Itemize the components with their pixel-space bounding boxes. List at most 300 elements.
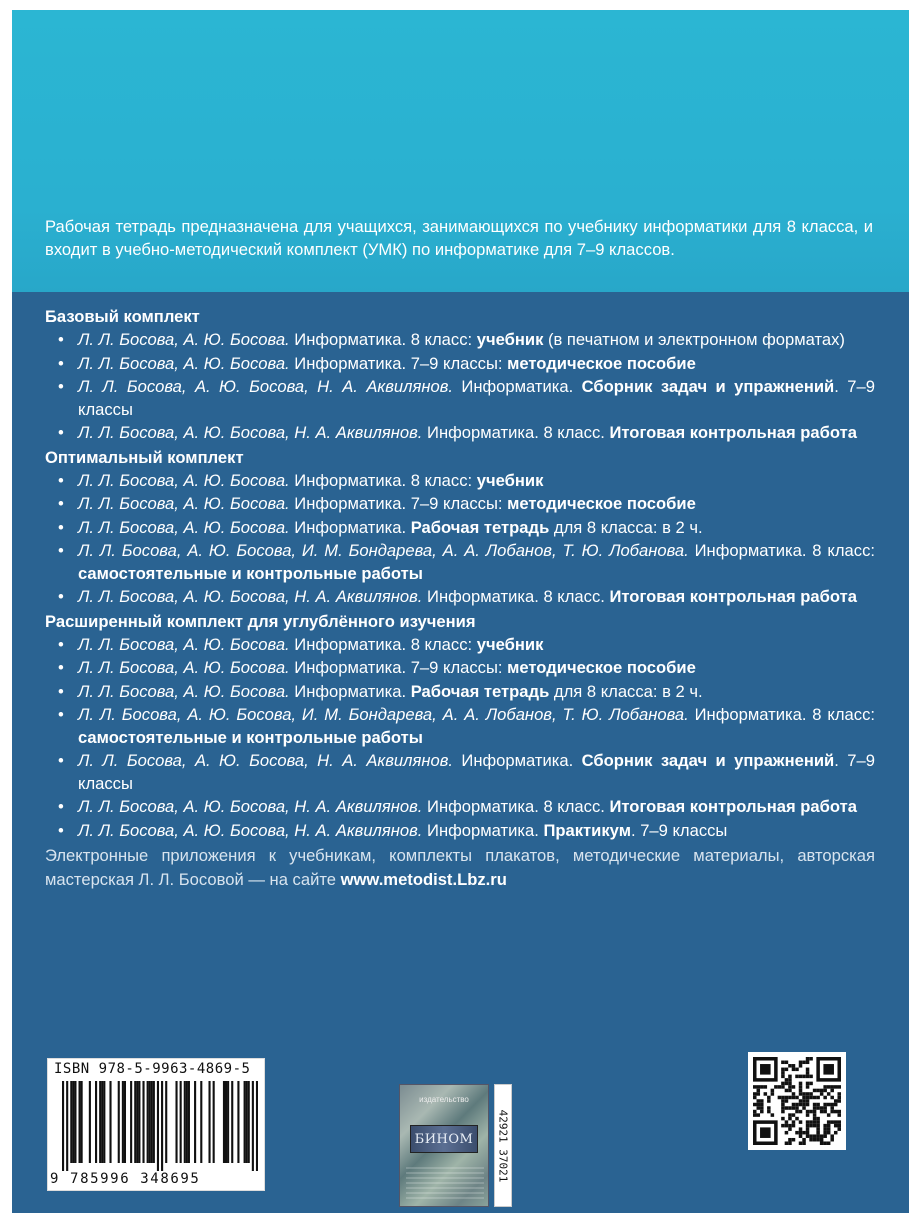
- qr-module: [788, 1075, 792, 1079]
- qr-module: [795, 1103, 799, 1107]
- qr-code-pattern: [753, 1057, 841, 1145]
- item-suffix: (в печатном и электронном форматах): [543, 330, 845, 349]
- qr-module: [757, 1085, 761, 1089]
- qr-module: [820, 1089, 824, 1093]
- qr-module: [792, 1068, 796, 1072]
- item-authors: Л. Л. Босова, А. Ю. Босова, Н. А. Аквилянов.: [78, 797, 423, 816]
- list-item: [45, 493, 875, 516]
- item-type: методическое пособие: [507, 658, 696, 677]
- qr-module: [802, 1103, 806, 1107]
- qr-module: [757, 1106, 761, 1110]
- item-type: Итоговая контрольная работа: [609, 587, 857, 606]
- qr-module: [792, 1138, 796, 1142]
- qr-module: [806, 1057, 810, 1061]
- qr-module: [820, 1092, 824, 1096]
- item-title: Информатика. 8 класс:: [688, 541, 875, 560]
- qr-module: [799, 1141, 803, 1145]
- qr-module: [788, 1124, 792, 1128]
- item-title: Информатика. 7–9 классы:: [289, 494, 508, 513]
- barcode-bar: [66, 1081, 68, 1171]
- hologram-logo-plate: [410, 1125, 478, 1153]
- qr-module: [778, 1085, 782, 1089]
- qr-module: [781, 1082, 785, 1086]
- section-list: [45, 470, 875, 609]
- barcode-bar: [153, 1081, 155, 1163]
- item-type: Рабочая тетрадь: [410, 517, 550, 537]
- qr-module: [785, 1099, 789, 1103]
- qr-module: [827, 1124, 831, 1128]
- item-title: Информатика.: [452, 377, 582, 396]
- item-title: Информатика. 8 класс:: [289, 634, 477, 654]
- qr-module: [802, 1096, 806, 1100]
- qr-module: [830, 1106, 834, 1110]
- item-authors: Л. Л. Босова, А. Ю. Босова, Н. А. Аквилянов.: [78, 751, 453, 770]
- qr-module: [799, 1089, 803, 1093]
- outro-paragraph: [45, 844, 875, 892]
- barcode-bar: [130, 1081, 132, 1163]
- qr-module: [781, 1103, 785, 1107]
- item-suffix: . 7–9 классы: [78, 377, 875, 419]
- ean-barcode: [62, 1081, 258, 1171]
- qr-module: [785, 1082, 789, 1086]
- qr-module: [781, 1085, 785, 1089]
- qr-module: [757, 1099, 761, 1103]
- qr-module: [760, 1106, 764, 1110]
- qr-module: [781, 1071, 785, 1075]
- item-authors: Л. Л. Босова, А. Ю. Босова.: [78, 634, 290, 654]
- umk-listing: [45, 305, 875, 892]
- qr-module: [837, 1085, 841, 1089]
- item-type: методическое пособие: [507, 353, 696, 373]
- list-item: [45, 470, 875, 493]
- item-type: Сборник задач и упражнений: [581, 751, 835, 770]
- qr-module: [806, 1085, 810, 1089]
- qr-module: [820, 1141, 824, 1145]
- list-item: [45, 634, 875, 657]
- barcode-bar: [99, 1081, 101, 1163]
- item-title: Информатика. 7–9 классы:: [289, 353, 508, 373]
- qr-module: [816, 1103, 820, 1107]
- qr-module: [813, 1124, 817, 1128]
- qr-module: [771, 1113, 775, 1117]
- qr-module: [806, 1113, 810, 1117]
- item-authors: Л. Л. Босова, А. Ю. Босова.: [78, 494, 290, 513]
- qr-finder: [823, 1064, 834, 1075]
- list-item: [45, 353, 875, 376]
- barcode-bar: [103, 1081, 105, 1163]
- qr-module: [827, 1103, 831, 1107]
- qr-module: [799, 1134, 803, 1138]
- barcode-bar: [109, 1081, 111, 1163]
- qr-module: [806, 1110, 810, 1114]
- qr-module: [792, 1096, 796, 1100]
- barcode-bar: [147, 1081, 149, 1163]
- hologram-pattern: [406, 1165, 484, 1199]
- item-authors: Л. Л. Босова, А. Ю. Босова, И. М. Бондарева, А. А. Лобанов, Т. Ю. Лобанова.: [78, 705, 689, 724]
- qr-module: [830, 1103, 834, 1107]
- qr-code: [748, 1052, 846, 1150]
- qr-module: [809, 1138, 813, 1142]
- qr-module: [753, 1103, 757, 1107]
- qr-module: [823, 1089, 827, 1093]
- barcode-bar: [124, 1081, 126, 1163]
- qr-module: [753, 1085, 757, 1089]
- qr-module: [820, 1134, 824, 1138]
- qr-module: [820, 1138, 824, 1142]
- barcode-bar: [81, 1081, 83, 1163]
- qr-module: [785, 1068, 789, 1072]
- qr-module: [788, 1106, 792, 1110]
- item-title: Информатика. 8 класс:: [688, 705, 875, 724]
- qr-module: [792, 1085, 796, 1089]
- qr-module: [809, 1096, 813, 1100]
- qr-module: [830, 1138, 834, 1142]
- qr-module: [809, 1075, 813, 1079]
- qr-module: [760, 1110, 764, 1114]
- item-authors: Л. Л. Босова, А. Ю. Босова.: [78, 517, 290, 537]
- qr-module: [785, 1089, 789, 1093]
- barcode-bar: [227, 1081, 229, 1163]
- item-title: Информатика. 8 класс:: [289, 330, 477, 349]
- qr-module: [809, 1124, 813, 1128]
- list-item: [45, 704, 875, 749]
- list-item: [45, 517, 875, 540]
- item-type: Сборник задач и упражнений: [581, 377, 835, 396]
- qr-module: [809, 1057, 813, 1061]
- item-type: Практикум: [543, 820, 631, 840]
- item-type: учебник: [476, 470, 544, 490]
- barcode-bar: [70, 1081, 72, 1163]
- list-item: [45, 657, 875, 680]
- qr-module: [837, 1120, 841, 1124]
- qr-module: [785, 1124, 789, 1128]
- barcode-bar: [200, 1081, 202, 1163]
- qr-module: [760, 1103, 764, 1107]
- qr-module: [823, 1141, 827, 1145]
- list-item: [45, 422, 875, 445]
- qr-module: [834, 1110, 838, 1114]
- qr-module: [799, 1120, 803, 1124]
- qr-module: [830, 1085, 834, 1089]
- qr-module: [781, 1068, 785, 1072]
- barcode-bar: [95, 1081, 97, 1163]
- qr-module: [837, 1113, 841, 1117]
- item-authors: Л. Л. Босова, А. Ю. Босова, Н. А. Аквилянов.: [78, 587, 423, 606]
- list-item: [45, 329, 875, 352]
- qr-module: [795, 1075, 799, 1079]
- item-title: Информатика. 8 класс:: [289, 470, 477, 490]
- qr-module: [813, 1117, 817, 1121]
- qr-module: [830, 1134, 834, 1138]
- item-title: Информатика. 7–9 классы:: [289, 658, 508, 677]
- qr-module: [816, 1131, 820, 1135]
- qr-module: [799, 1127, 803, 1131]
- qr-module: [834, 1120, 838, 1124]
- barcode-bar: [175, 1081, 177, 1163]
- item-title: Информатика.: [452, 751, 582, 770]
- qr-module: [816, 1120, 820, 1124]
- item-type: Рабочая тетрадь: [410, 681, 550, 701]
- barcode-bar: [136, 1081, 138, 1163]
- section-list: [45, 634, 875, 843]
- qr-module: [788, 1127, 792, 1131]
- qr-finder: [760, 1127, 771, 1138]
- barcode-bar: [161, 1081, 163, 1171]
- barcode-bar: [248, 1081, 250, 1163]
- qr-module: [788, 1078, 792, 1082]
- qr-module: [823, 1110, 827, 1114]
- barcode-bar: [74, 1081, 76, 1163]
- qr-module: [792, 1124, 796, 1128]
- qr-module: [827, 1131, 831, 1135]
- qr-module: [799, 1110, 803, 1114]
- item-title: Информатика.: [422, 820, 544, 840]
- qr-module: [795, 1068, 799, 1072]
- barcode-bar: [246, 1081, 248, 1163]
- qr-module: [760, 1099, 764, 1103]
- item-suffix: . 7–9 классы: [630, 820, 728, 840]
- qr-module: [795, 1117, 799, 1121]
- qr-module: [816, 1124, 820, 1128]
- qr-module: [827, 1092, 831, 1096]
- qr-module: [837, 1110, 841, 1114]
- qr-module: [785, 1141, 789, 1145]
- item-type: самостоятельные и контрольные работы: [78, 563, 423, 583]
- outro-text: Электронные приложения к учебникам, комплекты плакатов, методические материалы, авторская мастерская Л. Л. Босовой — на сайте: [45, 846, 875, 889]
- item-type: учебник: [476, 330, 544, 349]
- qr-module: [799, 1082, 803, 1086]
- qr-module: [757, 1103, 761, 1107]
- item-title: Информатика. 8 класс.: [422, 797, 610, 816]
- qr-module: [806, 1068, 810, 1072]
- item-title: Информатика.: [289, 517, 411, 537]
- item-authors: Л. Л. Босова, А. Ю. Босова, И. М. Бондарева, А. А. Лобанов, Т. Ю. Лобанова.: [78, 541, 689, 560]
- qr-module: [802, 1141, 806, 1145]
- item-type: самостоятельные и контрольные работы: [78, 727, 423, 747]
- qr-module: [799, 1085, 803, 1089]
- qr-module: [788, 1117, 792, 1121]
- qr-module: [806, 1082, 810, 1086]
- qr-module: [834, 1099, 838, 1103]
- list-item: [45, 820, 875, 843]
- qr-module: [823, 1103, 827, 1107]
- qr-module: [813, 1096, 817, 1100]
- qr-module: [813, 1120, 817, 1124]
- list-item: [45, 586, 875, 609]
- barcode-bar: [213, 1081, 215, 1163]
- qr-module: [806, 1061, 810, 1065]
- item-type: Итоговая контрольная работа: [609, 797, 857, 816]
- qr-module: [830, 1089, 834, 1093]
- qr-module: [806, 1131, 810, 1135]
- item-suffix: для 8 класса: в 2 ч.: [549, 681, 703, 701]
- qr-module: [788, 1064, 792, 1068]
- barcode-bar: [122, 1081, 124, 1163]
- list-item: [45, 750, 875, 795]
- qr-module: [799, 1064, 803, 1068]
- qr-module: [802, 1099, 806, 1103]
- item-authors: Л. Л. Босова, А. Ю. Босова, Н. А. Аквилянов.: [78, 423, 423, 442]
- serial-number: 42921 37021: [496, 1109, 510, 1182]
- serial-sticker: [494, 1084, 512, 1207]
- back-cover: [12, 10, 909, 1213]
- qr-module: [816, 1127, 820, 1131]
- qr-module: [806, 1134, 810, 1138]
- qr-module: [799, 1075, 803, 1079]
- item-authors: Л. Л. Босова, А. Ю. Босова, Н. А. Аквилянов.: [78, 820, 423, 840]
- qr-module: [778, 1096, 782, 1100]
- qr-module: [834, 1085, 838, 1089]
- qr-module: [753, 1110, 757, 1114]
- qr-module: [816, 1096, 820, 1100]
- qr-module: [792, 1120, 796, 1124]
- qr-module: [816, 1106, 820, 1110]
- barcode-bar: [157, 1081, 159, 1171]
- qr-module: [813, 1113, 817, 1117]
- barcode-bar: [256, 1081, 258, 1171]
- barcode-bar: [134, 1081, 136, 1163]
- qr-module: [799, 1099, 803, 1103]
- publisher-hologram: [399, 1084, 489, 1207]
- barcode-bar: [225, 1081, 227, 1163]
- qr-module: [760, 1085, 764, 1089]
- qr-module: [788, 1096, 792, 1100]
- qr-module: [753, 1113, 757, 1117]
- publisher-logo-text: БИНОМ: [414, 1131, 474, 1147]
- qr-module: [802, 1131, 806, 1135]
- qr-module: [834, 1103, 838, 1107]
- barcode-bar: [142, 1081, 144, 1163]
- qr-module: [806, 1103, 810, 1107]
- qr-module: [753, 1096, 757, 1100]
- qr-module: [785, 1106, 789, 1110]
- qr-module: [802, 1075, 806, 1079]
- qr-module: [802, 1061, 806, 1065]
- qr-module: [785, 1078, 789, 1082]
- qr-module: [806, 1127, 810, 1131]
- qr-module: [799, 1092, 803, 1096]
- list-item: [45, 796, 875, 819]
- qr-module: [785, 1096, 789, 1100]
- qr-module: [823, 1134, 827, 1138]
- barcode-bar: [223, 1081, 225, 1163]
- item-authors: Л. Л. Босова, А. Ю. Босова.: [78, 470, 290, 490]
- qr-module: [802, 1138, 806, 1142]
- qr-module: [830, 1120, 834, 1124]
- qr-module: [820, 1106, 824, 1110]
- qr-module: [813, 1138, 817, 1142]
- qr-module: [785, 1131, 789, 1135]
- qr-module: [792, 1092, 796, 1096]
- qr-module: [813, 1103, 817, 1107]
- list-item: [45, 540, 875, 585]
- item-title: Информатика.: [289, 681, 411, 701]
- qr-module: [823, 1124, 827, 1128]
- item-title: Информатика. 8 класс.: [422, 587, 610, 606]
- barcode-bar: [208, 1081, 210, 1163]
- qr-module: [816, 1138, 820, 1142]
- qr-module: [809, 1120, 813, 1124]
- qr-module: [813, 1106, 817, 1110]
- isbn-label: ISBN 978-5-9963-4869-5: [54, 1061, 251, 1077]
- qr-module: [827, 1127, 831, 1131]
- qr-module: [809, 1134, 813, 1138]
- qr-module: [757, 1089, 761, 1093]
- qr-module: [830, 1110, 834, 1114]
- item-authors: Л. Л. Босова, А. Ю. Босова.: [78, 658, 290, 677]
- qr-module: [837, 1092, 841, 1096]
- qr-module: [792, 1103, 796, 1107]
- qr-module: [806, 1096, 810, 1100]
- barcode-bar: [101, 1081, 103, 1163]
- qr-module: [830, 1096, 834, 1100]
- item-authors: Л. Л. Босова, А. Ю. Босова, Н. А. Аквилянов.: [78, 377, 453, 396]
- qr-module: [834, 1124, 838, 1128]
- qr-module: [813, 1134, 817, 1138]
- hologram-top-text: издательство: [419, 1095, 469, 1104]
- barcode-bar: [62, 1081, 64, 1171]
- qr-module: [781, 1117, 785, 1121]
- qr-module: [837, 1127, 841, 1131]
- barcode-bar: [180, 1081, 182, 1163]
- item-authors: Л. Л. Босова, А. Ю. Босова.: [78, 330, 290, 349]
- qr-module: [788, 1113, 792, 1117]
- qr-module: [816, 1134, 820, 1138]
- section-title: Оптимальный комплект: [45, 447, 244, 467]
- qr-module: [767, 1110, 771, 1114]
- qr-module: [806, 1075, 810, 1079]
- qr-module: [774, 1085, 778, 1089]
- section-title: Базовый комплект: [45, 307, 200, 326]
- qr-module: [809, 1092, 813, 1096]
- qr-module: [767, 1096, 771, 1100]
- qr-module: [781, 1110, 785, 1114]
- section-list: [45, 329, 875, 445]
- item-title: Информатика. 8 класс.: [422, 423, 610, 442]
- qr-module: [813, 1110, 817, 1114]
- qr-module: [834, 1131, 838, 1135]
- qr-module: [823, 1106, 827, 1110]
- qr-module: [781, 1061, 785, 1065]
- website-link[interactable]: www.metodist.Lbz.ru: [340, 870, 507, 889]
- qr-module: [781, 1075, 785, 1079]
- barcode-bar: [151, 1081, 153, 1163]
- qr-module: [795, 1106, 799, 1110]
- qr-module: [795, 1131, 799, 1135]
- qr-module: [823, 1131, 827, 1135]
- qr-module: [788, 1141, 792, 1145]
- qr-module: [788, 1089, 792, 1093]
- qr-module: [757, 1092, 761, 1096]
- qr-module: [799, 1131, 803, 1135]
- qr-module: [788, 1138, 792, 1142]
- qr-module: [792, 1106, 796, 1110]
- qr-module: [792, 1113, 796, 1117]
- qr-module: [802, 1106, 806, 1110]
- qr-module: [827, 1113, 831, 1117]
- list-item: [45, 376, 875, 421]
- qr-module: [837, 1124, 841, 1128]
- qr-module: [813, 1089, 817, 1093]
- barcode-bar: [188, 1081, 190, 1163]
- qr-module: [799, 1061, 803, 1065]
- qr-module: [771, 1089, 775, 1093]
- item-authors: Л. Л. Босова, А. Ю. Босова.: [78, 353, 290, 373]
- qr-module: [806, 1092, 810, 1096]
- qr-module: [823, 1127, 827, 1131]
- item-suffix: . 7–9 классы: [78, 751, 875, 793]
- barcode-bar: [79, 1081, 81, 1163]
